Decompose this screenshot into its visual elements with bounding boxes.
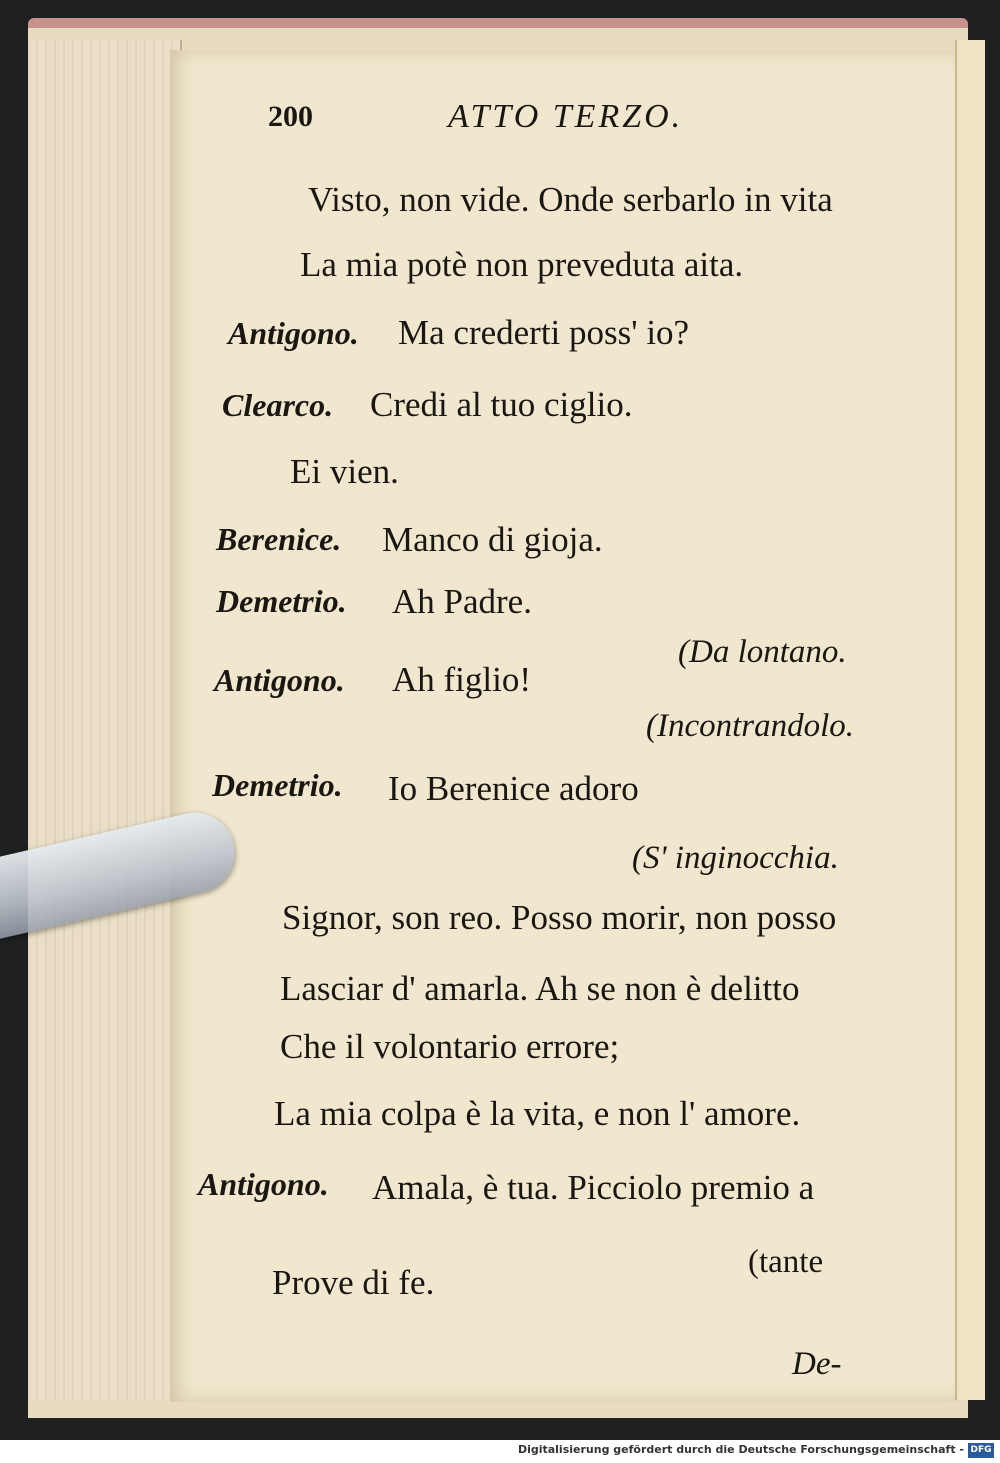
speaker-name: Demetrio. <box>212 767 343 803</box>
page-number: 200 <box>268 100 313 133</box>
footer-credit: Digitalisierung gefördert durch die Deutsche Forschungsgemeinschaft - <box>517 1443 964 1456</box>
catchword: De- <box>792 1346 842 1382</box>
speaker-name: Demetrio. <box>216 583 347 619</box>
text-line: Amala, è tua. Picciolo premio a <box>372 1168 815 1207</box>
page-header-title: ATTO TERZO. <box>448 98 684 135</box>
text-line: Ei vien. <box>290 452 399 491</box>
dfg-logo-icon: DFG <box>968 1443 994 1458</box>
text-line: Prove di fe. <box>272 1263 435 1302</box>
text-line: Manco di gioja. <box>382 520 603 559</box>
text-line: Signor, son reo. Posso morir, non posso <box>282 898 837 937</box>
text-line: Io Berenice adoro <box>388 769 639 808</box>
stage-direction: (Incontrandolo. <box>646 708 855 744</box>
page-stack <box>30 40 182 1400</box>
text-line: Ma crederti poss' io? <box>398 313 690 352</box>
book-right-edge <box>955 40 985 1400</box>
speaker-name: Antigono. <box>228 315 359 351</box>
text-line: La mia potè non preveduta aita. <box>300 245 744 284</box>
footer-bar <box>0 1440 1000 1463</box>
text-line: Visto, non vide. Onde serbarlo in vita <box>308 180 833 219</box>
text-line: Ah figlio! <box>392 660 532 699</box>
text-line: La mia colpa è la vita, e non l' amore. <box>274 1094 801 1133</box>
stage-direction: (Da lontano. <box>678 634 847 670</box>
stage-direction: (S' inginocchia. <box>632 840 839 876</box>
text-line: Che il volontario errore; <box>280 1027 620 1066</box>
text-line: Credi al tuo ciglio. <box>370 385 633 424</box>
speaker-name: Berenice. <box>216 521 342 557</box>
speaker-name: Antigono. <box>214 662 345 698</box>
speaker-name: Clearco. <box>222 387 334 423</box>
text-line: Ah Padre. <box>392 582 532 621</box>
speaker-name: Antigono. <box>198 1166 329 1202</box>
text-line: Lasciar d' amarla. Ah se non è delitto <box>280 969 800 1008</box>
stage-direction: (tante <box>748 1244 824 1280</box>
